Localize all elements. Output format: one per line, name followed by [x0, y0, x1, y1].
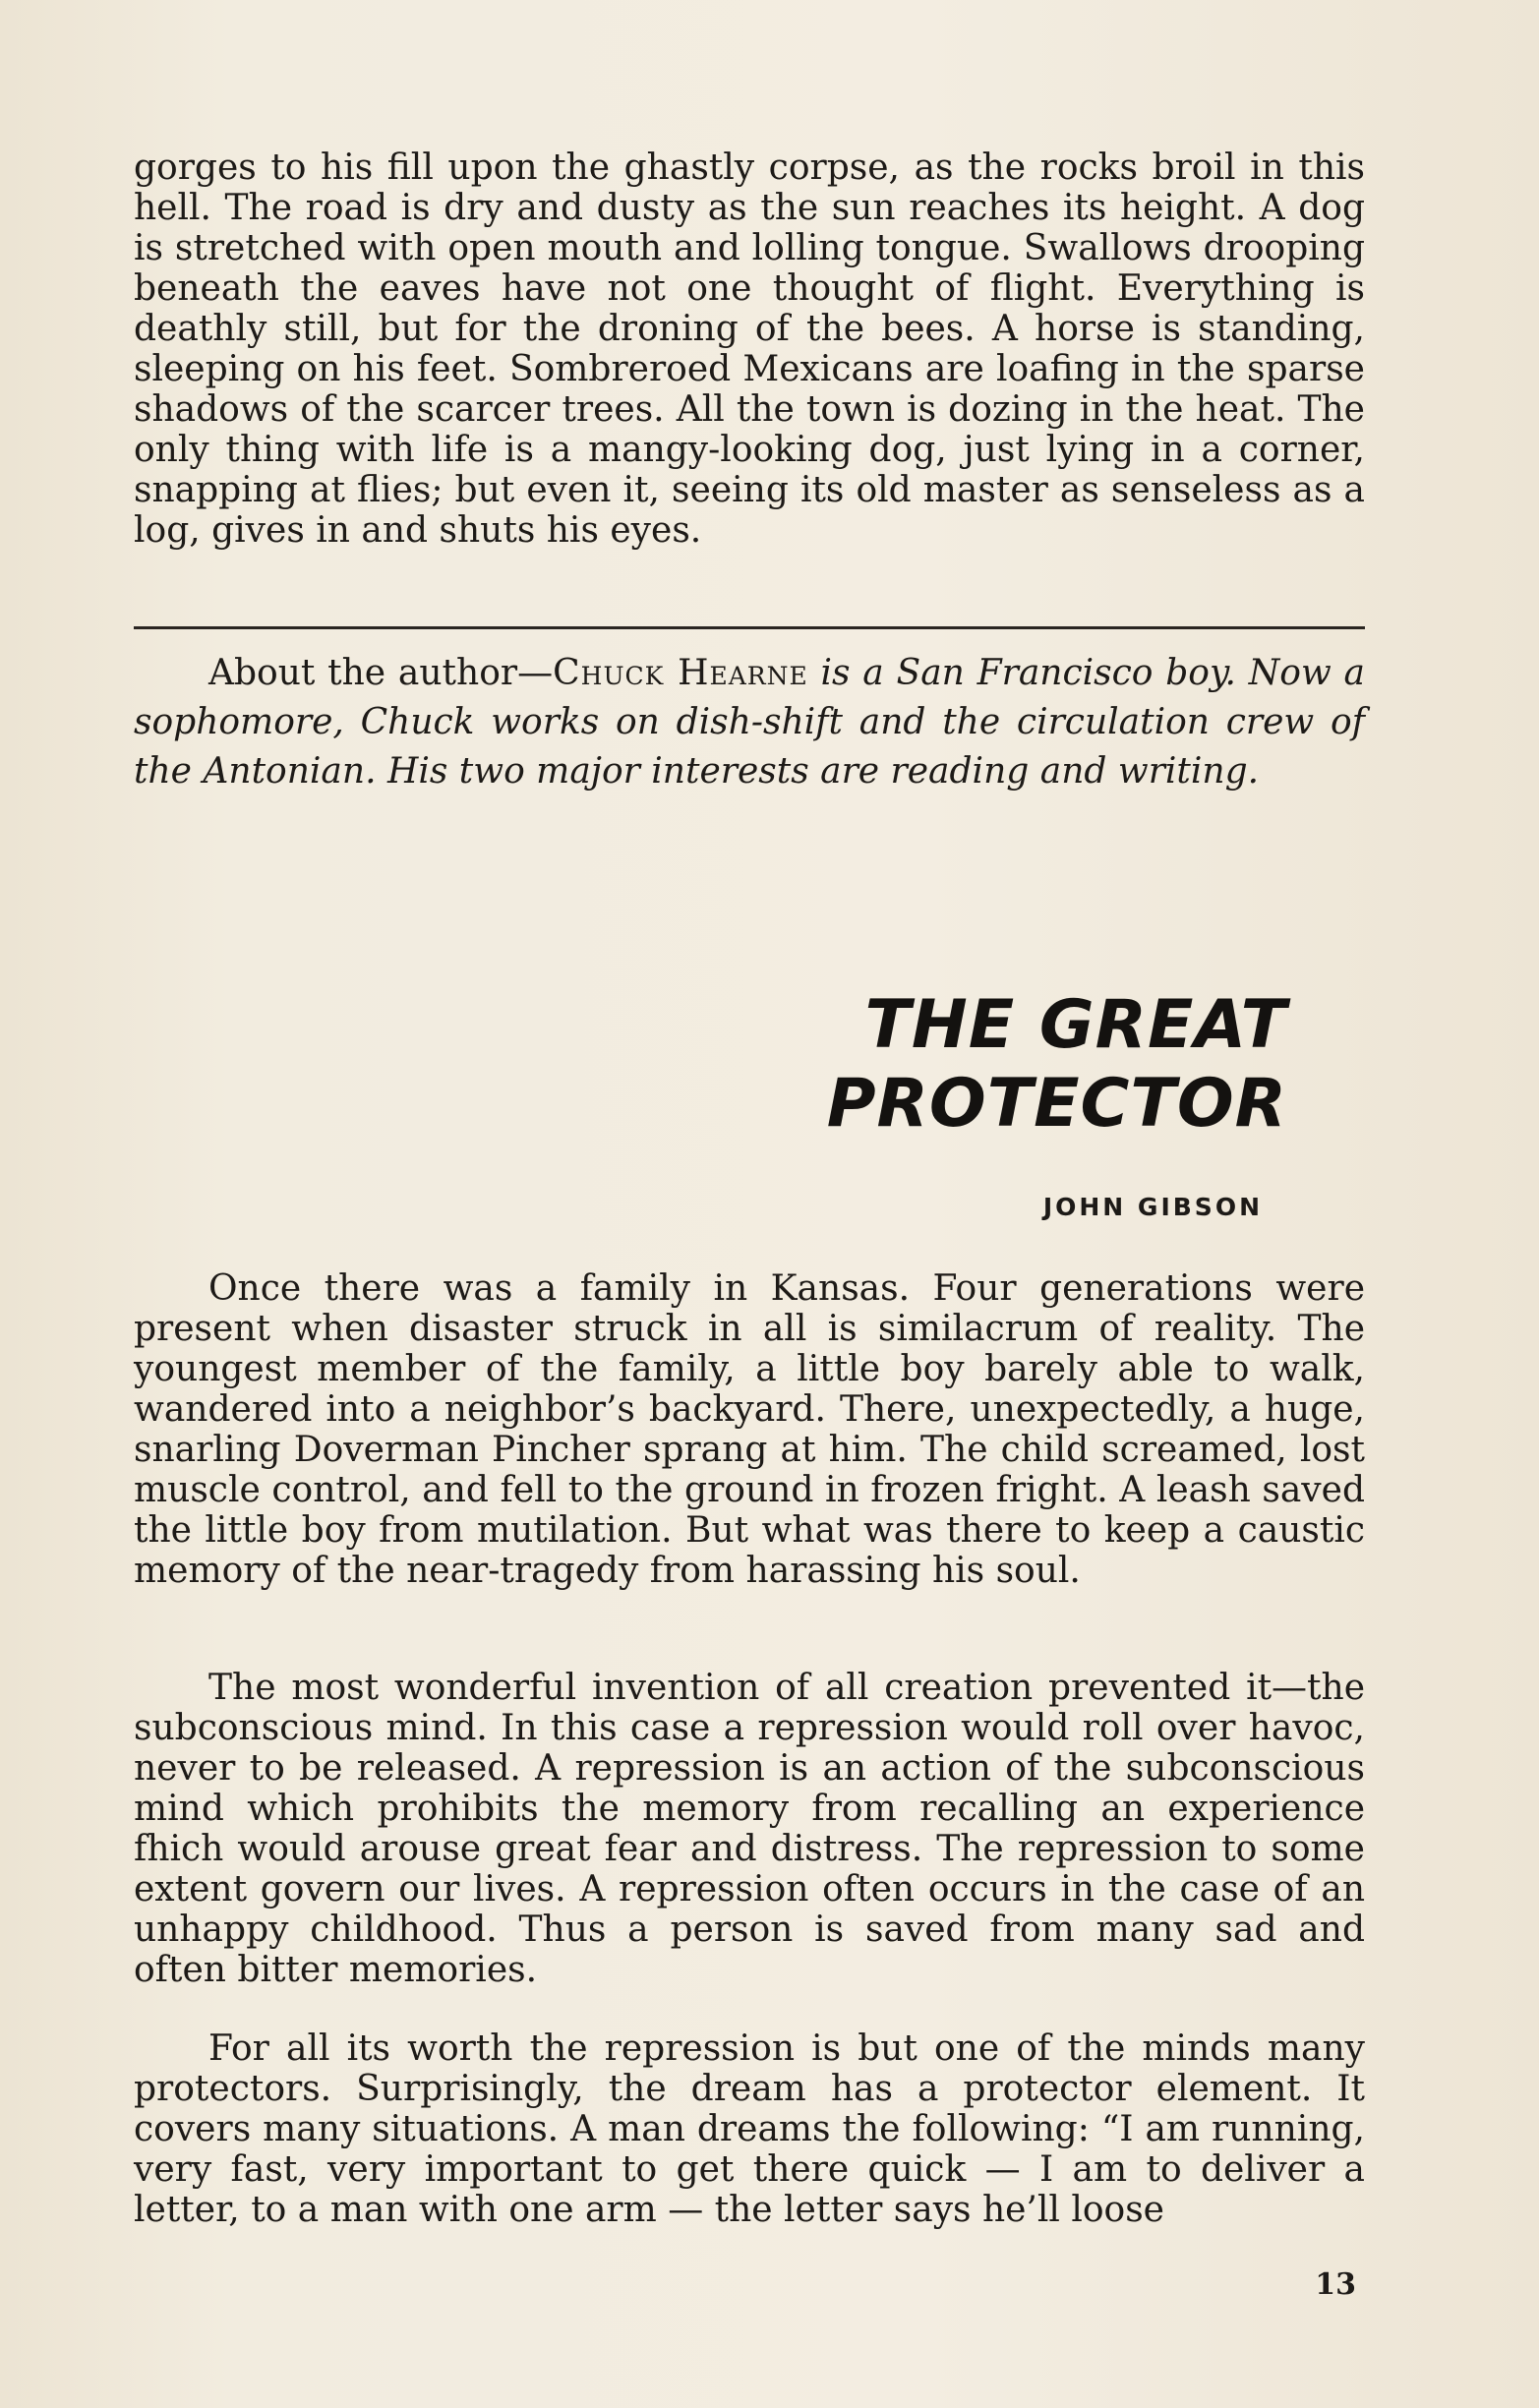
about-the-author — [134, 649, 1365, 796]
title-line-2: PROTECTOR — [826, 1065, 1287, 1143]
section-divider — [134, 626, 1365, 629]
about-lead: About the author— — [208, 653, 554, 693]
paragraph-most: The most wonderful invention of all creation prevented it—the subconscious mind. In this case a repression would roll over havoc, never to be released. A repression is an action of the subconscious mind which prohibits the memory from recalling an experience fhich would arouse great fear and distress. The repression to some extent govern our lives. A repression often occurs in the case of an unhappy childhood. Thus a person is saved from many sad and often bitter memories. — [134, 1668, 1365, 1990]
title-line-1: THE GREAT — [864, 986, 1287, 1064]
page-number: 13 — [1315, 2267, 1356, 2302]
author-bio: is a San Francisco boy. Now a sophomore, Chuck works on dish-shift and the circulation crew of the Antonian. His two major interests are reading and writing. — [134, 653, 1366, 792]
author-name: Chuck Hearne — [553, 653, 808, 693]
paragraph-once: Once there was a family in Kansas. Four generations were present when disaster struck in all is similacrum of reality. The youngest member of the family, a little boy barely able to walk, wandered into a neighbor’s backyard. There, unexpectedly, a huge, snarling Doverman Pincher sprang at him. The child screamed, lost muscle control, and fell to the ground in frozen fright. A leash saved the little boy from mutilation. But what was there to keep a caustic memory of the near-tragedy from harassing his soul. — [134, 1268, 1365, 1591]
paragraph-for: For all its worth the repression is but one of the minds many protectors. Surprisingly, the dream has a protector element. It covers many situations. A man dreams the following: “I am running, very fast, very important to get there quick — I am to deliver a letter, to a man with one arm — the letter says he’ll loose — [134, 2028, 1365, 2230]
article-title — [827, 986, 1287, 1144]
continued-paragraph: gorges to his fill upon the ghastly corpse, as the rocks broil in this hell. The road is dry and dusty as the sun reaches its height. A dog is stretched with open mouth and lolling tongue. Swallows drooping beneath the eaves have not one thought of flight. Everything is deathly still, but for the droning of the bees. A horse is standing, sleeping on his feet. Sombreroed Mexicans are loafing in the sparse shadows of the scarcer trees. All the town is dozing in the heat. The only thing with life is a mangy-looking dog, just lying in a corner, snapping at flies; but even it, seeing its old master as senseless as a log, gives in and shuts his eyes. — [134, 147, 1365, 551]
article-byline: JOHN GIBSON — [1042, 1193, 1263, 1221]
